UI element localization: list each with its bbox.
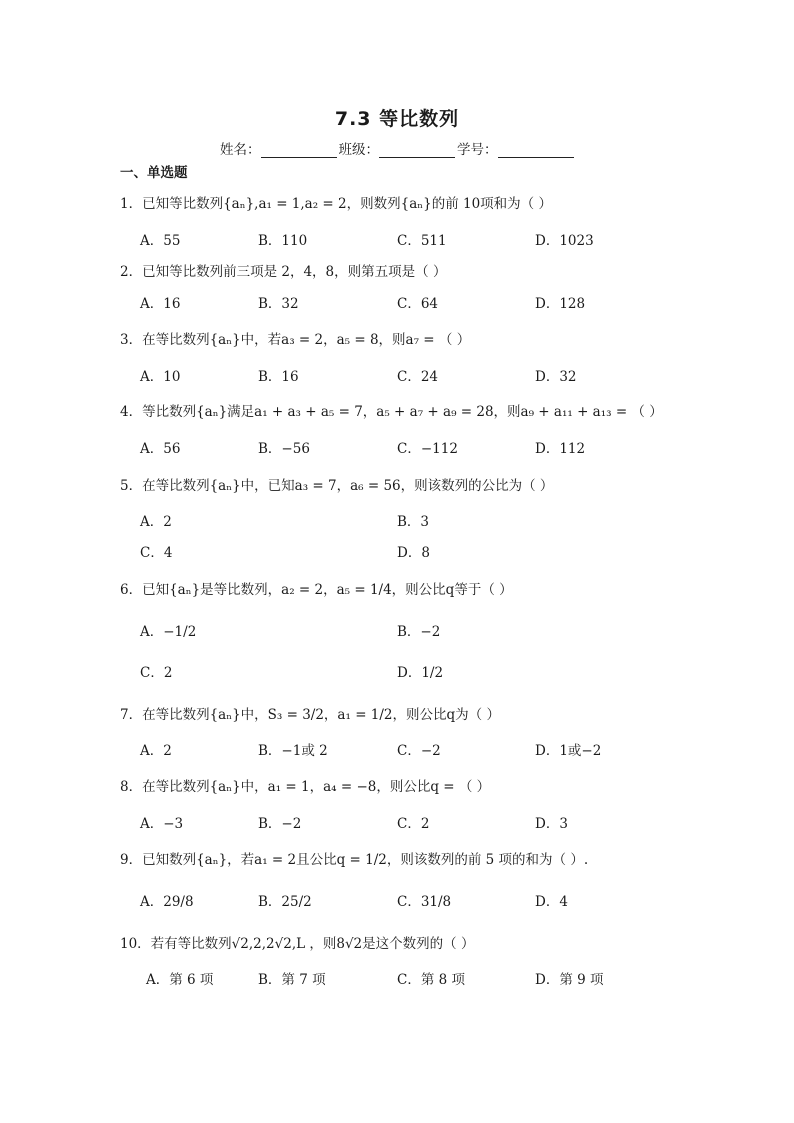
q4-option-b[interactable]: B．−56 [258,441,310,457]
question-3-stem: 3．在等比数列{aₙ}中，若a₃ = 2，a₅ = 8，则a₇ = （ ） [120,332,471,348]
q4-option-c[interactable]: C．−112 [397,441,458,457]
section-heading: 一、单选题 [120,165,188,181]
q9-option-c[interactable]: C．31/8 [397,894,452,910]
q8-option-a[interactable]: A．−3 [140,816,184,832]
q10-option-a[interactable]: A．第 6 项 [146,972,214,988]
q1-option-d[interactable]: D．1023 [535,233,594,249]
q7-option-b[interactable]: B．−1或 2 [258,743,328,759]
name-label: 姓名： [220,142,261,158]
q10-option-d[interactable]: D．第 9 项 [535,972,604,988]
q10-option-b[interactable]: B．第 7 项 [258,972,326,988]
q1-option-a[interactable]: A．55 [140,233,181,249]
q1-option-b[interactable]: B．110 [258,233,308,249]
q3-option-c[interactable]: C．24 [397,369,439,385]
id-label: 学号： [457,142,498,158]
q5-option-b[interactable]: B．3 [397,514,430,530]
q7-option-c[interactable]: C．−2 [397,743,441,759]
question-7-stem: 7．在等比数列{aₙ}中，S₃ = 3/2，a₁ = 1/2，则公比q为（ ） [120,707,500,723]
q6-option-a[interactable]: A．−1/2 [140,624,197,640]
q9-option-b[interactable]: B．25/2 [258,894,312,910]
q10-option-c[interactable]: C．第 8 项 [397,972,466,988]
q1-option-c[interactable]: C．511 [397,233,447,249]
student-info-line [220,138,576,158]
q3-option-d[interactable]: D．32 [535,369,577,385]
q8-option-d[interactable]: D．3 [535,816,568,832]
class-label: 班级： [338,142,379,158]
q3-option-b[interactable]: B．16 [258,369,299,385]
q4-option-a[interactable]: A．56 [140,441,181,457]
id-blank[interactable] [498,144,574,158]
question-5-stem: 5．在等比数列{aₙ}中，已知a₃ = 7，a₆ = 56，则该数列的公比为（ ） [120,478,554,494]
q4-option-d[interactable]: D．112 [535,441,586,457]
name-blank[interactable] [261,144,337,158]
question-8-stem: 8．在等比数列{aₙ}中，a₁ = 1，a₄ = −8，则公比q = （ ） [120,779,491,795]
q7-option-a[interactable]: A．2 [140,743,172,759]
class-blank[interactable] [379,144,455,158]
question-6-stem: 6．已知{aₙ}是等比数列，a₂ = 2，a₅ = 1/4，则公比q等于（ ） [120,582,513,598]
q2-option-a[interactable]: A．16 [140,296,181,312]
q6-option-d[interactable]: D．1/2 [397,665,444,681]
question-9-stem: 9．已知数列{aₙ}，若a₁ = 2且公比q = 1/2，则该数列的前 5 项的和为（ ）. [120,852,589,868]
q9-option-a[interactable]: A．29/8 [140,894,194,910]
q6-option-c[interactable]: C．2 [140,665,173,681]
question-2-stem: 2．已知等比数列前三项是 2，4，8，则第五项是（ ） [120,264,447,280]
q5-option-a[interactable]: A．2 [140,514,172,530]
question-1-stem: 1．已知等比数列{aₙ},a₁ = 1,a₂ = 2，则数列{aₙ}的前 10项和为（ ） [120,196,552,212]
q5-option-c[interactable]: C．4 [140,545,173,561]
question-4-stem: 4．等比数列{aₙ}满足a₁ + a₃ + a₅ = 7，a₅ + a₇ + a₉ = 28，则a₉ + a₁₁ + a₁₃ = （ ） [120,404,663,420]
q9-option-d[interactable]: D．4 [535,894,568,910]
page-title: 7.3 等比数列 [334,108,460,130]
q2-option-d[interactable]: D．128 [535,296,586,312]
q2-option-c[interactable]: C．64 [397,296,439,312]
q5-option-d[interactable]: D．8 [397,545,430,561]
q8-option-b[interactable]: B．−2 [258,816,302,832]
q8-option-c[interactable]: C．2 [397,816,430,832]
q2-option-b[interactable]: B．32 [258,296,299,312]
question-10-stem: 10．若有等比数列√2,2,2√2,L ，则8√2是这个数列的（ ） [120,936,475,952]
q7-option-d[interactable]: D．1或−2 [535,743,602,759]
q3-option-a[interactable]: A．10 [140,369,181,385]
q6-option-b[interactable]: B．−2 [397,624,441,640]
